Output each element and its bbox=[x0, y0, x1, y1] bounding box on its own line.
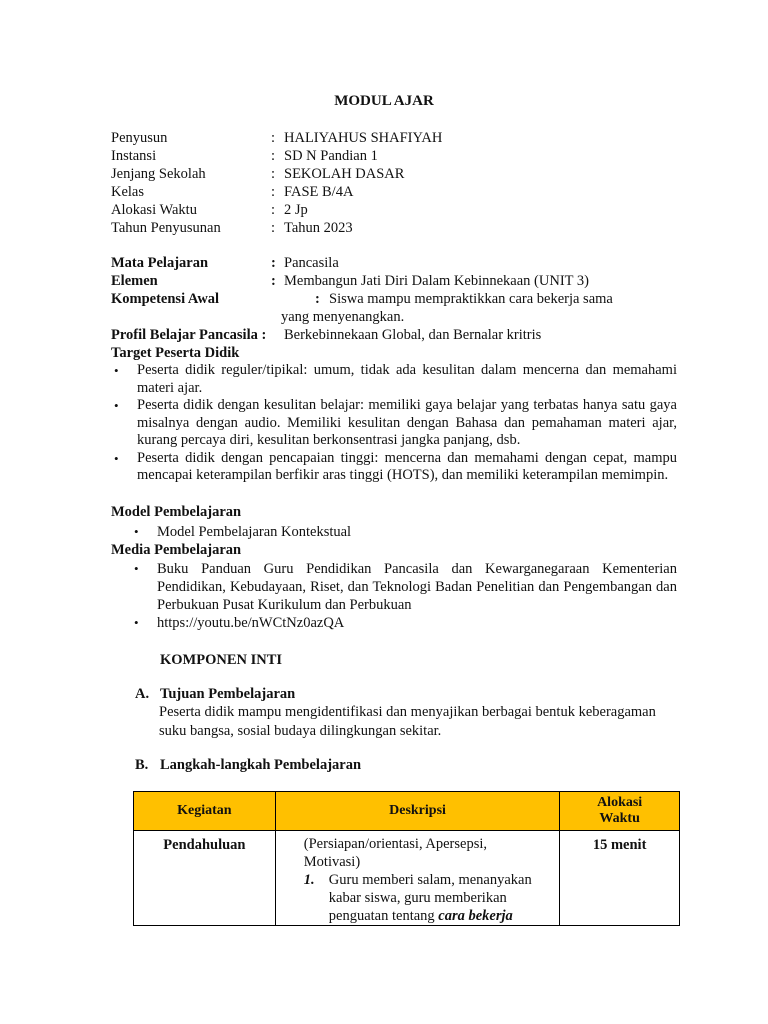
mapel-colon: : bbox=[271, 255, 276, 271]
step-line: Guru memberi salam, menanyakan bbox=[328, 872, 532, 888]
step-item bbox=[304, 871, 553, 925]
table-header-row bbox=[134, 792, 680, 831]
step-text: penguatan tentang bbox=[328, 908, 439, 924]
identity-value: HALIYAHUS SHAFIYAH bbox=[284, 130, 443, 146]
identity-label: Penyusun bbox=[111, 130, 168, 146]
header-alokasi-line2: Waktu bbox=[599, 811, 640, 826]
kompetensi-value: Siswa mampu mempraktikkan cara bekerja sama bbox=[329, 291, 613, 307]
desc-intro-line: Motivasi) bbox=[303, 854, 361, 870]
step-line: kabar siswa, guru memberikan bbox=[328, 890, 507, 906]
section-b-marker: B. bbox=[135, 757, 149, 773]
identity-value: FASE B/4A bbox=[284, 184, 354, 200]
identity-label: Jenjang Sekolah bbox=[111, 166, 206, 182]
step-line bbox=[329, 907, 553, 925]
identity-value: Tahun 2023 bbox=[284, 220, 353, 236]
identity-value: SD N Pandian 1 bbox=[284, 148, 378, 164]
header-alokasi-line1: Alokasi bbox=[597, 795, 643, 810]
profil-label: Profil Belajar Pancasila : bbox=[111, 327, 267, 343]
kompetensi-colon: : bbox=[315, 291, 320, 307]
identity-value: SEKOLAH DASAR bbox=[284, 166, 405, 182]
identity-colon: : bbox=[271, 166, 276, 182]
cell-waktu bbox=[560, 831, 680, 926]
identity-value: 2 Jp bbox=[284, 202, 308, 218]
kompetensi-label: Kompetensi Awal bbox=[111, 291, 220, 307]
desc-intro-line: (Persiapan/orientasi, Apersepsi, bbox=[303, 836, 487, 852]
identity-colon: : bbox=[271, 220, 276, 236]
cell-deskripsi bbox=[275, 831, 559, 926]
list-item: • Peserta didik dengan pencapaian tinggi: mencerna dan memahami dengan cepat, mampu mencapai keterampilan berfikir aras tinggi (HOTS), dan memiliki keterampilan memimpin. bbox=[111, 450, 677, 485]
table-row bbox=[134, 831, 680, 926]
identity-colon: : bbox=[271, 202, 276, 218]
kompetensi-value-cont: yang menyenangkan. bbox=[281, 309, 405, 325]
media-list bbox=[134, 560, 677, 632]
list-item: • https://youtu.be/nWCtNz0azQA bbox=[134, 614, 677, 632]
mapel-label: Mata Pelajaran bbox=[111, 255, 209, 271]
elemen-value: Membangun Jati Diri Dalam Kebinnekaan (UNIT 3) bbox=[284, 273, 589, 289]
list-item: • Peserta didik reguler/tipikal: umum, tidak ada kesulitan dalam mencerna dan memahami materi ajar. bbox=[111, 362, 677, 397]
model-list bbox=[134, 523, 677, 541]
section-b-heading: Langkah-langkah Pembelajaran bbox=[160, 757, 362, 773]
header-deskripsi: Deskripsi bbox=[275, 792, 559, 831]
profil-value: Berkebinnekaan Global, dan Bernalar kritris bbox=[284, 327, 542, 343]
identity-label: Kelas bbox=[111, 184, 145, 200]
kegiatan-pendahuluan: Pendahuluan bbox=[163, 837, 246, 853]
document-title: MODUL AJAR bbox=[334, 93, 434, 109]
target-list bbox=[111, 362, 677, 485]
steps-table bbox=[133, 791, 680, 926]
list-item: • Buku Panduan Guru Pendidikan Pancasila dan Kewarganegaraan Kementerian Pendidikan, Kebudayaan, Riset, dan Teknologi Badan Penelitian dan Pengembangan dan Perbukuan Pusat Kurikulum dan Perbukuan bbox=[134, 560, 677, 614]
header-kegiatan: Kegiatan bbox=[134, 792, 276, 831]
model-heading: Model Pembelajaran bbox=[111, 504, 242, 520]
list-item: • Peserta didik dengan kesulitan belajar: memiliki gaya belajar yang terbatas hanya satu gaya misalnya dengan audio. Memiliki kesulitan dengan Bahasa dan pemahaman materi ajar, kurang percaya diri, kesulitan berkonsentrasi jangka panjang, dsb. bbox=[111, 397, 677, 450]
cell-kegiatan bbox=[134, 831, 276, 926]
list-item: • Model Pembelajaran Kontekstual bbox=[134, 523, 677, 541]
waktu-value: 15 menit bbox=[592, 837, 647, 853]
identity-label: Instansi bbox=[111, 148, 157, 164]
section-a-heading: Tujuan Pembelajaran bbox=[160, 686, 296, 702]
section-a-marker: A. bbox=[135, 686, 150, 702]
tujuan-text: Peserta didik mampu mengidentifikasi dan menyajikan berbagai bentuk keberagaman suku bangsa, sosial budaya dilingkungan sekitar. bbox=[159, 704, 656, 739]
step-emphasis: cara bekerja bbox=[438, 908, 513, 924]
target-heading: Target Peserta Didik bbox=[111, 345, 240, 361]
mapel-value: Pancasila bbox=[284, 255, 339, 271]
identity-colon: : bbox=[271, 184, 276, 200]
step-number: 1. bbox=[303, 872, 315, 888]
identity-colon: : bbox=[271, 130, 276, 146]
elemen-label: Elemen bbox=[111, 273, 158, 289]
identity-label: Alokasi Waktu bbox=[111, 202, 197, 218]
identity-colon: : bbox=[271, 148, 276, 164]
media-heading: Media Pembelajaran bbox=[111, 542, 242, 558]
elemen-colon: : bbox=[271, 273, 276, 289]
header-alokasi bbox=[560, 792, 680, 831]
identity-label: Tahun Penyusunan bbox=[111, 220, 221, 236]
komponen-heading: KOMPONEN INTI bbox=[160, 652, 283, 668]
